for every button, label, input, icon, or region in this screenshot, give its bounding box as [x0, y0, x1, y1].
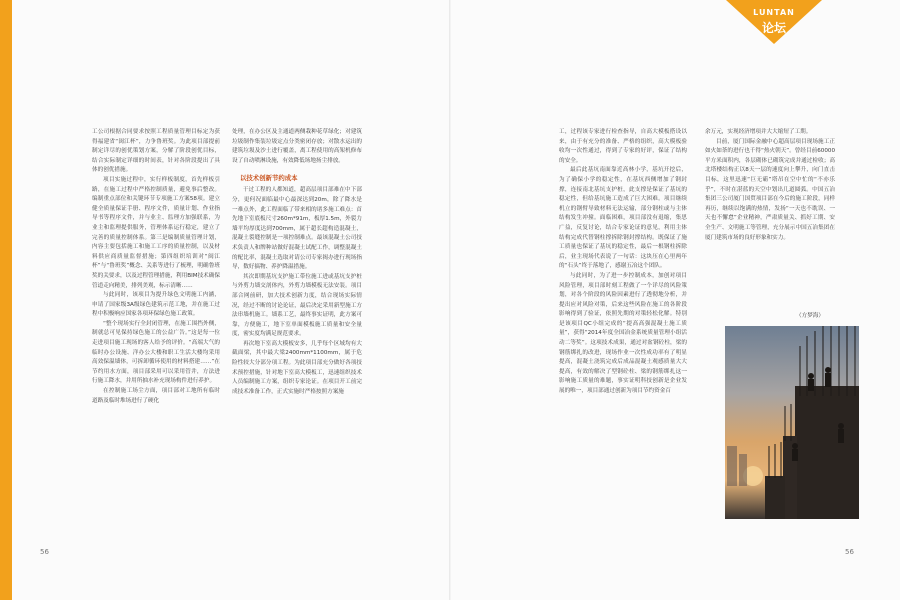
article-column-2	[232, 128, 362, 540]
article-paragraph: 其次即期基坑支护施工带位施工进或基坑支护桩与外剪力墙交剖体内，外剪力墙模板无法安装。项目部合网前研，加大技术创新力度，结合现场实际情况，经过不断的讨论论证，最后决定采用新型施工方法串墙机施工。墙系工艺，最终事实证明，此方案可靠，方便施工，地下室单面模板施工质量和安全量度，密实度均满足规范要求。	[232, 273, 362, 338]
logo-chinese: 论坛	[761, 21, 786, 35]
page-number-left: 56	[40, 548, 49, 556]
article-column-3	[559, 128, 687, 540]
left-edge-accent	[0, 0, 12, 600]
article-paragraph: 在控制施工场尘方面，项目部对工地所有临时道路及临时堆场进行了硬化	[92, 388, 220, 404]
construction-workers-photo	[725, 326, 859, 519]
author-byline: （方梦海）	[796, 313, 824, 319]
page-gutter	[449, 0, 451, 600]
article-paragraph: 与此同时，该项目为提升绿色文明施工内涵，申请了国家级3A级绿色建筑示范工地，并在施工过程中积极响应国家各项环保绿色施工政策。	[92, 292, 220, 318]
article-paragraph: 余万元，实现经济增项并大大缩短了工期。	[705, 129, 812, 135]
article-column-1	[92, 128, 220, 540]
logo-english: LUNTAN	[753, 8, 795, 17]
article-paragraph: 工公司根据合同要求按照工程质量管理目标定为获得福建省“闽江杯”，力争鲁班奖。为此项目部提前制定详尽的创优策划方案，分解了阶段创优目标，结合实际制定详细的时间表，针对各阶段提出了具体的创优措施。	[92, 129, 220, 174]
article-paragraph: 与此同时，为了进一步控制成本，加创对项目风险管理，项目部时刻工程做了一个详尽的风险策划，对各个阶段的风险因素进行了透彻地分析，并提出应对风险对策，后来这些风险在施工的各阶段影响得到了验证，依照先期的对策轻松化解。特别是该项目QC小组完成的“提高高强混凝土施工质量”，获得“2014年度全国冶金系统质量管理小组活动二等奖”。这项技术成果，通过对盆钢砼柱，梁的钢筋绑扎的改进，现场作业一次性成功率有了明显提高，混凝土浇筑完成后成品混凝土观感质量大大提高，有效的解决了型钢砼柱、梁的钢筋绑扎这一影响施工质量的难题，事实证明科技创新是企业发展的唯一，项目部通过创新为项目节约资金百	[559, 272, 687, 395]
section-heading: 以技术创新节约成本	[240, 174, 298, 183]
article-paragraph: 最后此基坑南面靠近高林小学，基坑开挖后，为了确保小学的稳定性，在基坑西侧增加了钢封撑，连接南北基坑支护桩，此支撑是保证了基坑的稳定性，但给基坑施工造成了巨大困难。项目继续机立的钢臂导致材料无法运输，部分钢柱或与主体结构发生冲撞。面临困难，项目部没有退缩，集思广益，反复讨论，结合专家论证的意见，利用主体结构完成代替钢柱撑拆除钢封撑结构。既保证了施工质量也保证了基坑的稳定性，最后一根钢柱拆除后，业主现场代表说了一句话：这块压在心里两年的“石头”终于落地了，感谢五冶这个团队。	[559, 167, 687, 270]
article-paragraph: 项目实施过程中，实行样板制度，首先样板引路，在施工过程中严格控制质量，避免事后整改。编制重点部位和关键环节专项施工方案58项。建立健全质量保证手册、程序文件，质量计划、作业指导书等程序文件，并与业主、监理方加强联系，为业主和监理提供服务，管理体系运行稳定，建立了完善的质量控制体系。第三是编制质量管理计划，内容主要包括施工和施工工序的质量控制，以及材料供应商质量监督措施；第四组织培训对“闽江杯”与“鲁班奖”概念、关系等进行了梳理，明确鲁班奖的关要求，以及过程管理措施，利用BIM技术确保管道走向精美，排列美观，标示清晰……	[92, 176, 220, 289]
page-number-right: 56	[845, 548, 854, 556]
article-paragraph: 目前，厦门国际金融中心超高层项目现场施工正如火如荼的进行也千得“热火朝天”。曾经目前60000平方米面积内，各层砌体已砌筑完成并通过检收；高北塔楼结构正以8天一层的速度向上攀升，向门直击目标，这里迅速“巨无霸”塔吊在空中忙的“不亦乐乎”，不时在湛蓝的天空中划出几道圆弧。中国五冶集团三公司厦门国贸项目部在今后的施工阶段，同样再历，继续以饱满的热情，发扬“一天也不耽误、一天也不懈怠”企业精神，严肃质量关、抓好工期、安全生产、文明施工等管理，充分展示中国五冶集团在厦门建筑市场的良好形象和实力。	[705, 138, 835, 241]
article-paragraph: 干过工程的人都知道，超高层项目部难在中下部分，更何况面临最中心最深达到20m，除了降水是一难点外，此工程面临了带来相的诸多施工难点：首先地下室底板尺寸260m*91m，板厚1.5m，外裂力墙平均厚度达到700mm，属于超长超构造混凝土，混凝土裂缝控制是一项控制难点。最该混凝土公司技术负责人和牌种站做好混凝土试配工作，调整混凝土的配比率，混凝土选取对请公司专家揭办进行现场指导，数好搞物、养护降温措施。	[232, 187, 362, 271]
article-column-4	[705, 128, 835, 308]
article-paragraph: 工，过程该专家进行检查指导，自高大模板搭设以来，由于有充分的准备、严格的组织，高大模板验收均一次性通过，得到了专家的好评，保证了结构的安全。	[559, 129, 687, 164]
article-paragraph: 处理，在办公区及主通道两侧栽种花草绿化；对建筑垃圾制作集装垃圾定点分类密闭存放；对散水运出的建筑垃圾及沙土进行覆盖，离工程使用的高架机修布设了自动喷淋设施，有效降低场地扬尘排放。	[232, 129, 362, 164]
article-paragraph: 再次地下室高大模板安多，几乎每个区域均有大截面梁，其中最大梁2400mm*1100mm，属于危险性较大分部分项工程。为此项目部充分做好各项技术预控措施，针对地下室高大模板工，迅速组织技术人员编制施工方案，组织专家论证。在项目开工前完成技术准备工作，正式实施时严格按照方案施	[232, 340, 362, 395]
article-paragraph: “整个现场实行全封闭管理，在施工围挡外侧，制就总可见保持绿色施工的公益广告。”这是每一位走进项目施工现场的客人给予的评价。“高端大气的临时办公设施、洋办公大楼和职工生活大楼均采用高效保温墙体，可拆卸循环使用的材料搭建……”在节约用水方面，项目部采用可以采用管井，方法进行施工降水，并用所抽水补充现场构件进行养护。	[92, 320, 220, 385]
